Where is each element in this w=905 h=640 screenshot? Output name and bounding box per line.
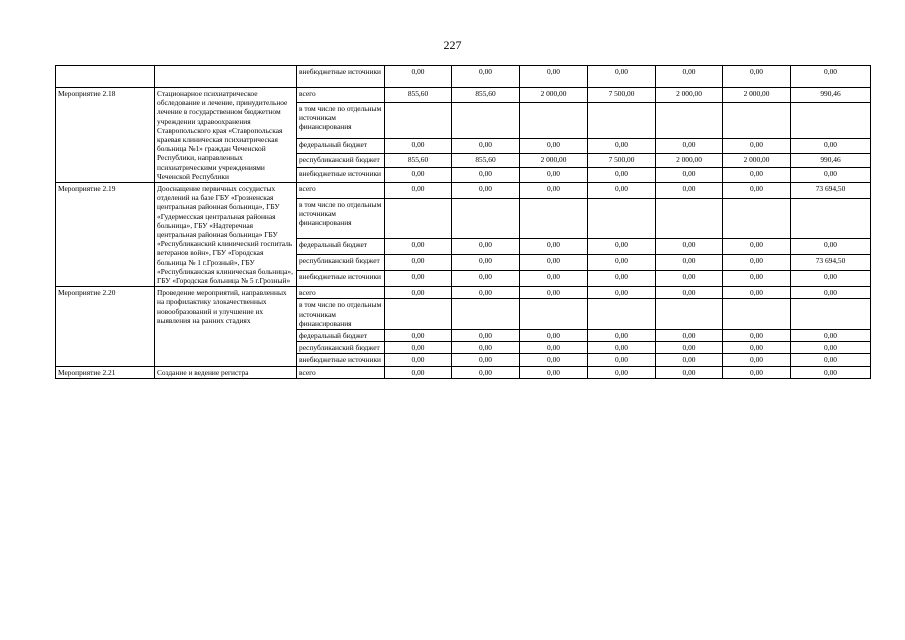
value-cell: 0,00 (656, 183, 723, 199)
measure-name-cell: Мероприятие 2.19 (56, 183, 155, 287)
value-cell: 0,00 (520, 66, 588, 88)
value-cell: 0,00 (385, 366, 452, 378)
funding-source-cell: внебюджетные источники (297, 168, 385, 183)
value-cell: 0,00 (385, 168, 452, 183)
value-cell: 0,00 (452, 66, 520, 88)
value-cell: 0,00 (385, 183, 452, 199)
value-cell: 0,00 (656, 239, 723, 255)
value-cell: 0,00 (520, 271, 588, 287)
value-cell: 0,00 (385, 330, 452, 342)
value-cell (520, 199, 588, 239)
value-cell: 2 000,00 (656, 88, 723, 103)
value-cell: 0,00 (791, 366, 871, 378)
value-cell (385, 102, 452, 139)
value-cell: 0,00 (520, 330, 588, 342)
value-cell: 73 694,50 (791, 183, 871, 199)
value-cell: 0,00 (656, 354, 723, 366)
table-row (56, 88, 871, 103)
value-cell: 2 000,00 (656, 153, 723, 168)
value-cell: 0,00 (791, 354, 871, 366)
value-cell (656, 299, 723, 330)
value-cell: 0,00 (723, 66, 791, 88)
value-cell: 0,00 (588, 354, 656, 366)
value-cell: 855,60 (385, 153, 452, 168)
value-cell: 0,00 (791, 239, 871, 255)
value-cell (588, 199, 656, 239)
value-cell: 855,60 (385, 88, 452, 103)
value-cell: 0,00 (656, 287, 723, 299)
value-cell: 0,00 (656, 66, 723, 88)
value-cell: 0,00 (588, 255, 656, 271)
value-cell: 0,00 (520, 139, 588, 154)
value-cell: 0,00 (723, 239, 791, 255)
value-cell: 855,60 (452, 153, 520, 168)
value-cell: 0,00 (385, 239, 452, 255)
value-cell: 0,00 (452, 271, 520, 287)
value-cell: 7 500,00 (588, 88, 656, 103)
value-cell: 0,00 (520, 239, 588, 255)
value-cell: 0,00 (791, 342, 871, 354)
funding-source-cell: внебюджетные источники (297, 66, 385, 88)
value-cell: 0,00 (452, 239, 520, 255)
value-cell: 0,00 (452, 354, 520, 366)
funding-source-cell: в том числе по отдельным источникам финансирования (297, 102, 385, 139)
measure-name-cell: Мероприятие 2.18 (56, 88, 155, 183)
value-cell (723, 299, 791, 330)
value-cell: 0,00 (723, 271, 791, 287)
value-cell: 0,00 (588, 366, 656, 378)
value-cell: 2 000,00 (723, 88, 791, 103)
value-cell: 0,00 (723, 342, 791, 354)
measure-description-cell (155, 66, 297, 88)
value-cell: 0,00 (656, 330, 723, 342)
value-cell: 0,00 (385, 354, 452, 366)
value-cell: 0,00 (723, 330, 791, 342)
value-cell: 73 694,50 (791, 255, 871, 271)
value-cell: 855,60 (452, 88, 520, 103)
value-cell: 0,00 (791, 66, 871, 88)
funding-source-cell: федеральный бюджет (297, 239, 385, 255)
table-row (56, 183, 871, 199)
value-cell: 0,00 (520, 366, 588, 378)
value-cell: 0,00 (723, 139, 791, 154)
value-cell: 0,00 (452, 183, 520, 199)
value-cell: 0,00 (385, 342, 452, 354)
value-cell: 0,00 (723, 354, 791, 366)
value-cell: 0,00 (656, 255, 723, 271)
value-cell: 0,00 (588, 168, 656, 183)
funding-source-cell: всего (297, 88, 385, 103)
value-cell (723, 102, 791, 139)
funding-source-cell: всего (297, 287, 385, 299)
funding-source-cell: республиканский бюджет (297, 255, 385, 271)
funding-source-cell: федеральный бюджет (297, 330, 385, 342)
measure-description-cell: Дооснащение первичных сосудистых отделений на базе ГБУ «Грозненская центральная районная больница», ГБУ «Гудермесская центральная районная больница», ГБУ «Надтеречная центральная районная больница» ГБУ «Республиканский клинический госпиталь ветеранов войн», ГБУ «Городская больница № 1 г.Грозный», ГБУ «Республиканская клиническая больница», ГБУ «Городская больница № 5 г.Грозный» (155, 183, 297, 287)
value-cell: 0,00 (385, 66, 452, 88)
value-cell: 990,46 (791, 153, 871, 168)
value-cell: 2 000,00 (520, 153, 588, 168)
value-cell: 0,00 (723, 255, 791, 271)
value-cell: 0,00 (588, 342, 656, 354)
value-cell: 0,00 (520, 354, 588, 366)
measure-name-cell: Мероприятие 2.21 (56, 366, 155, 378)
value-cell: 0,00 (452, 330, 520, 342)
value-cell: 0,00 (452, 287, 520, 299)
funding-source-cell: внебюджетные источники (297, 271, 385, 287)
value-cell: 0,00 (656, 168, 723, 183)
value-cell: 0,00 (588, 271, 656, 287)
funding-source-cell: в том числе по отдельным источникам финансирования (297, 299, 385, 330)
value-cell: 0,00 (452, 342, 520, 354)
value-cell (791, 102, 871, 139)
value-cell: 0,00 (452, 139, 520, 154)
value-cell (723, 199, 791, 239)
measure-description-cell: Создание и ведение регистра (155, 366, 297, 378)
value-cell (520, 299, 588, 330)
value-cell: 0,00 (385, 287, 452, 299)
value-cell: 0,00 (588, 239, 656, 255)
value-cell: 0,00 (452, 255, 520, 271)
value-cell: 0,00 (723, 287, 791, 299)
value-cell (656, 199, 723, 239)
value-cell: 0,00 (452, 168, 520, 183)
value-cell (791, 299, 871, 330)
value-cell: 0,00 (588, 66, 656, 88)
value-cell (791, 199, 871, 239)
value-cell: 0,00 (723, 168, 791, 183)
funding-source-cell: всего (297, 183, 385, 199)
value-cell: 0,00 (588, 287, 656, 299)
value-cell: 0,00 (385, 139, 452, 154)
value-cell (656, 102, 723, 139)
value-cell: 0,00 (452, 366, 520, 378)
value-cell: 2 000,00 (520, 88, 588, 103)
value-cell: 0,00 (520, 255, 588, 271)
measure-name-cell (56, 66, 155, 88)
measure-description-cell: Проведение мероприятий, направленных на профилактику злокачественных новообразований и улучшение их выявления на ранних стадиях (155, 287, 297, 366)
value-cell (452, 102, 520, 139)
value-cell: 0,00 (385, 271, 452, 287)
value-cell: 0,00 (588, 330, 656, 342)
funding-source-cell: республиканский бюджет (297, 342, 385, 354)
value-cell: 990,46 (791, 88, 871, 103)
funding-source-cell: внебюджетные источники (297, 354, 385, 366)
value-cell: 0,00 (656, 366, 723, 378)
value-cell: 0,00 (656, 139, 723, 154)
value-cell: 0,00 (656, 342, 723, 354)
value-cell: 7 500,00 (588, 153, 656, 168)
value-cell (385, 199, 452, 239)
value-cell: 0,00 (588, 183, 656, 199)
measure-name-cell: Мероприятие 2.20 (56, 287, 155, 366)
value-cell (385, 299, 452, 330)
table-row (56, 287, 871, 299)
value-cell (520, 102, 588, 139)
value-cell: 0,00 (791, 139, 871, 154)
value-cell: 0,00 (520, 183, 588, 199)
value-cell: 0,00 (385, 255, 452, 271)
value-cell: 0,00 (791, 271, 871, 287)
value-cell: 0,00 (791, 330, 871, 342)
measure-description-cell: Стационарное психиатрическое обследование и лечение, принудительное лечение в государственном бюджетном учреждении здравоохранения Ставропольского края «Ставропольская краевая клиническая психиатрическая больница №1» граждан Чеченской Республики, направленных психиатрическими учреждениями Чеченской Республики (155, 88, 297, 183)
value-cell: 0,00 (588, 139, 656, 154)
value-cell: 0,00 (520, 287, 588, 299)
funding-source-cell: в том числе по отдельным источникам финансирования (297, 199, 385, 239)
value-cell: 0,00 (791, 168, 871, 183)
value-cell: 0,00 (520, 168, 588, 183)
page-number: 227 (443, 38, 462, 52)
value-cell (588, 102, 656, 139)
value-cell: 0,00 (520, 342, 588, 354)
value-cell (588, 299, 656, 330)
value-cell (452, 199, 520, 239)
funding-source-cell: республиканский бюджет (297, 153, 385, 168)
value-cell: 2 000,00 (723, 153, 791, 168)
value-cell: 0,00 (791, 287, 871, 299)
value-cell (452, 299, 520, 330)
funding-source-cell: федеральный бюджет (297, 139, 385, 154)
table-row (56, 66, 871, 88)
value-cell: 0,00 (723, 183, 791, 199)
budget-table (55, 65, 871, 379)
table-row (56, 366, 871, 378)
value-cell: 0,00 (656, 271, 723, 287)
funding-source-cell: всего (297, 366, 385, 378)
value-cell: 0,00 (723, 366, 791, 378)
